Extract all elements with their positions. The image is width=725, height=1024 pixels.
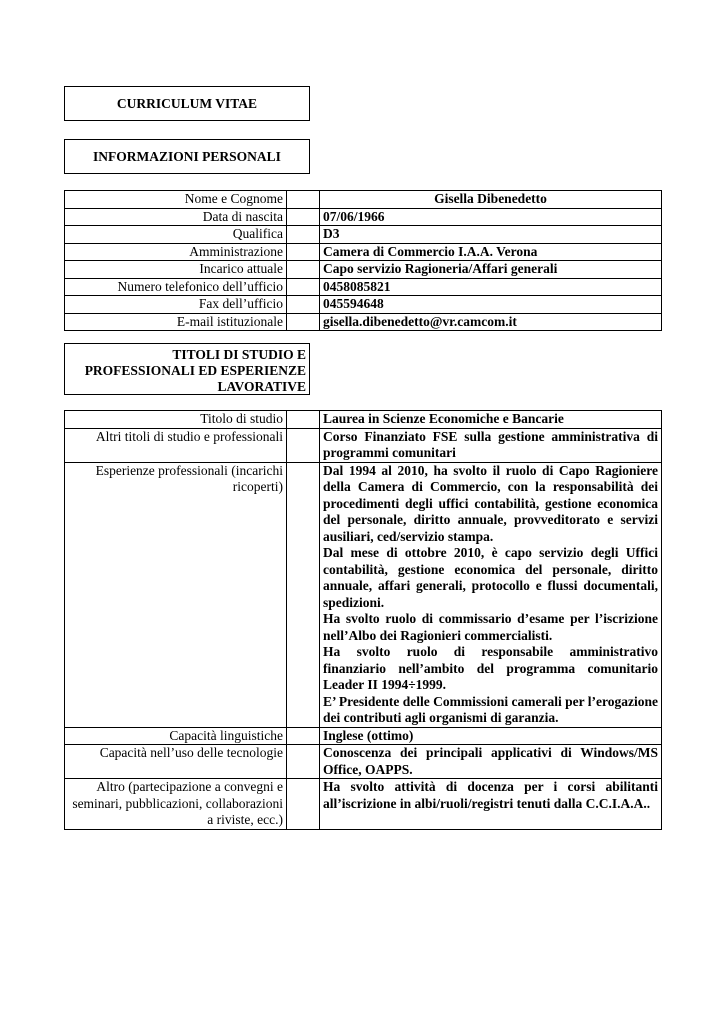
row-label: Amministrazione bbox=[65, 243, 287, 261]
personal-row-name bbox=[65, 191, 662, 209]
personal-row-amministrazione bbox=[65, 243, 662, 261]
experience-paragraph: E’ Presidente delle Commissioni camerali per l’erogazione dei contributi agli organismi di garanzia. bbox=[323, 693, 658, 725]
row-value: 0458085821 bbox=[320, 278, 662, 296]
row-spacer bbox=[287, 243, 320, 261]
row-label: Capacità nell’uso delle tecnologie bbox=[65, 745, 287, 779]
row-value: Corso Finanziato FSE sulla gestione amministrativa di programmi comunitari bbox=[320, 428, 662, 462]
row-value: Conoscenza dei principali applicativi di Windows/MS Office, OAPPS. bbox=[320, 745, 662, 779]
row-value: gisella.dibenedetto@vr.camcom.it bbox=[320, 313, 662, 331]
cv-title: CURRICULUM VITAE bbox=[116, 95, 258, 111]
row-spacer bbox=[287, 462, 320, 727]
row-label: Data di nascita bbox=[65, 208, 287, 226]
row-value: Camera di Commercio I.A.A. Verona bbox=[320, 243, 662, 261]
studies-row-titolo bbox=[65, 411, 662, 429]
row-value: Laurea in Scienze Economiche e Bancarie bbox=[320, 411, 662, 429]
row-value: Capo servizio Ragioneria/Affari generali bbox=[320, 261, 662, 279]
row-spacer bbox=[287, 261, 320, 279]
row-label: E-mail istituzionale bbox=[65, 313, 287, 331]
studies-table bbox=[64, 410, 662, 830]
row-label: Altri titoli di studio e professionali bbox=[65, 428, 287, 462]
cv-title-box bbox=[64, 86, 310, 121]
row-spacer bbox=[287, 428, 320, 462]
experience-paragraph: Dal 1994 al 2010, ha svolto il ruolo di Capo Ragioniere della Camera di Commercio, con la responsabilità dei procedimenti degli uffici contabilità, gestione economica del personale, diritto annuale, provveditorato e servizi ausiliari, ced/servizio stampa. bbox=[323, 462, 658, 544]
personal-row-incarico bbox=[65, 261, 662, 279]
experience-paragraph: Dal mese di ottobre 2010, è capo servizio degli Uffici contabilità, gestione economica del personale, diritto annuale, affari generali, protocollo e flussi documentali, spedizioni. bbox=[323, 545, 658, 610]
row-spacer bbox=[287, 226, 320, 244]
personal-row-fax bbox=[65, 296, 662, 314]
row-value: 07/06/1966 bbox=[320, 208, 662, 226]
row-spacer bbox=[287, 191, 320, 209]
studies-section-title: TITOLI DI STUDIO E PROFESSIONALI ED ESPERIENZE LAVORATIVE bbox=[84, 347, 306, 394]
row-label: Incarico attuale bbox=[65, 261, 287, 279]
row-label: Qualifica bbox=[65, 226, 287, 244]
personal-info-table bbox=[64, 190, 662, 331]
row-spacer bbox=[287, 313, 320, 331]
experience-paragraph: Ha svolto ruolo di commissario d’esame per l’iscrizione nell’Albo dei Ragionieri commercialisti. bbox=[323, 611, 658, 643]
row-spacer bbox=[287, 278, 320, 296]
personal-section-title: INFORMAZIONI PERSONALI bbox=[93, 148, 281, 164]
experience-paragraph: Ha svolto ruolo di responsabile amministrativo finanziario nell’ambito del programma comunitario Leader II 1994÷1999. bbox=[323, 644, 658, 692]
row-value: D3 bbox=[320, 226, 662, 244]
studies-row-altro bbox=[65, 779, 662, 830]
row-value: 045594648 bbox=[320, 296, 662, 314]
row-value: Inglese (ottimo) bbox=[320, 727, 662, 745]
studies-row-tecnologie bbox=[65, 745, 662, 779]
row-label: Fax dell’ufficio bbox=[65, 296, 287, 314]
row-label: Titolo di studio bbox=[65, 411, 287, 429]
row-label: Numero telefonico dell’ufficio bbox=[65, 278, 287, 296]
row-value bbox=[320, 462, 662, 727]
row-label: Esperienze professionali (incarichi ricoperti) bbox=[65, 462, 287, 727]
studies-row-lingue bbox=[65, 727, 662, 745]
studies-row-esperienze bbox=[65, 462, 662, 727]
studies-section-box bbox=[64, 343, 310, 395]
row-value: Ha svolto attività di docenza per i corsi abilitanti all’iscrizione in albi/ruoli/registri tenuti dalla C.C.I.A.A.. bbox=[320, 779, 662, 830]
personal-row-birthdate bbox=[65, 208, 662, 226]
row-value: Gisella Dibenedetto bbox=[320, 191, 662, 209]
personal-section-box bbox=[64, 139, 310, 174]
row-label: Altro (partecipazione a convegni e seminari, pubblicazioni, collaborazioni a riviste, ecc.) bbox=[65, 779, 287, 830]
row-label: Capacità linguistiche bbox=[65, 727, 287, 745]
row-spacer bbox=[287, 296, 320, 314]
row-spacer bbox=[287, 208, 320, 226]
studies-row-altri-titoli bbox=[65, 428, 662, 462]
row-spacer bbox=[287, 779, 320, 830]
row-label: Nome e Cognome bbox=[65, 191, 287, 209]
row-spacer bbox=[287, 745, 320, 779]
personal-row-email bbox=[65, 313, 662, 331]
row-spacer bbox=[287, 411, 320, 429]
personal-row-qualifica bbox=[65, 226, 662, 244]
personal-row-phone bbox=[65, 278, 662, 296]
row-spacer bbox=[287, 727, 320, 745]
